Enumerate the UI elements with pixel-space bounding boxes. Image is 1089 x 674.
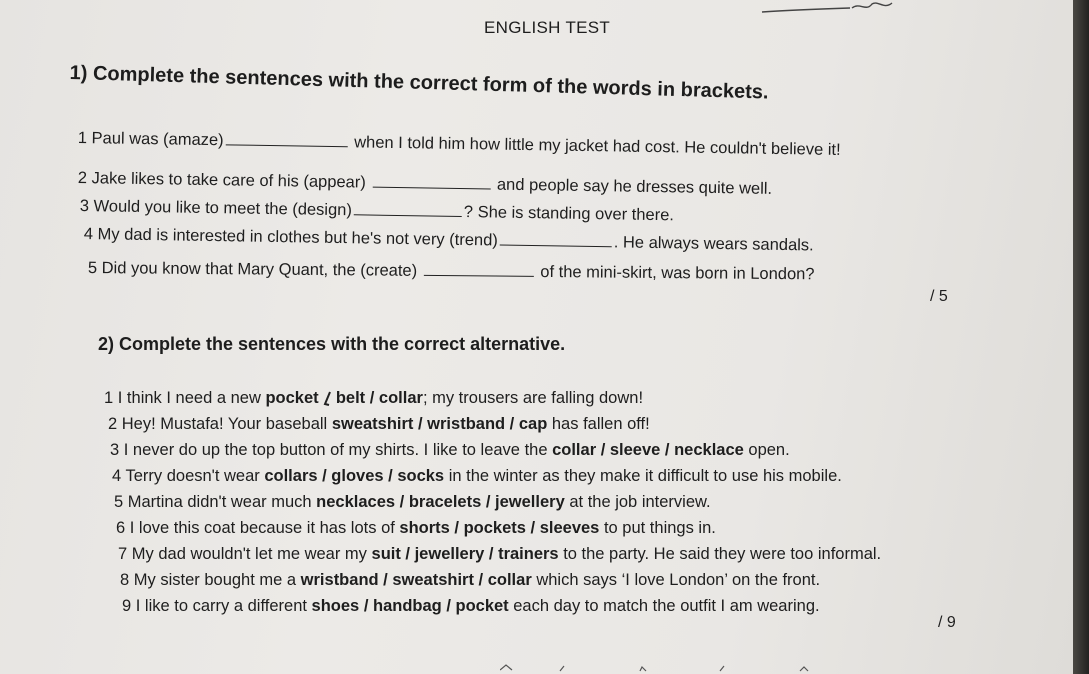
s1-item-5 — [88, 258, 815, 284]
s2-item-options[interactable]: belt / collar — [331, 389, 423, 407]
s1-item-text: 1 Paul was (amaze) — [77, 128, 224, 150]
page-edge-marks — [500, 662, 860, 672]
s1-item-text: 3 Would you like to meet the (design) — [79, 196, 353, 220]
s2-item-9 — [122, 597, 820, 616]
s2-item-text: 1 I think I need a new — [104, 389, 266, 407]
s2-item-text: 2 Hey! Mustafa! Your baseball — [108, 415, 332, 433]
s2-item-options[interactable]: wristband / sweatshirt / collar — [300, 571, 532, 589]
s1-item-text: . He always wears sandals. — [613, 233, 814, 255]
s2-item-4 — [112, 467, 842, 486]
s1-item-text: of the mini-skirt, was born in London? — [535, 262, 815, 284]
pen-scribble-mark — [760, 0, 900, 14]
answer-blank[interactable] — [424, 261, 534, 277]
section-2-heading: 2) Complete the sentences with the correct alternative. — [98, 334, 566, 354]
s2-item-options[interactable]: collars / gloves / socks — [264, 467, 445, 485]
answer-blank[interactable] — [226, 130, 348, 147]
s2-item-text: 8 My sister bought me a — [120, 571, 301, 589]
s1-item-4 — [84, 224, 814, 255]
answer-blank[interactable] — [372, 173, 490, 190]
answer-blank[interactable] — [354, 200, 462, 217]
s1-item-text: 2 Jake likes to take care of his (appear) — [77, 168, 371, 192]
s2-item-text: in the winter as they make it difficult to use his mobile. — [444, 467, 842, 485]
s1-item-3 — [80, 196, 674, 225]
section-1-heading: 1) Complete the sentences with the correct form of the words in brackets. — [69, 62, 769, 104]
s2-item-text: at the job interview. — [564, 493, 711, 511]
s2-item-text: has fallen off! — [547, 415, 650, 433]
s1-item-text: 5 Did you know that Mary Quant, the (create) — [87, 258, 422, 280]
s2-item-text: 9 I like to carry a different — [122, 597, 312, 615]
s2-item-text: 6 I love this coat because it has lots of — [116, 519, 400, 537]
s2-item-8 — [120, 571, 820, 590]
answer-blank[interactable] — [500, 231, 612, 248]
s2-item-text: 4 Terry doesn't wear — [112, 467, 265, 485]
s1-item-text: when I told him how little my jacket had cost. He couldn't believe it! — [349, 133, 841, 159]
s2-item-text: 5 Martina didn't wear much — [114, 493, 317, 511]
s2-item-text: 7 My dad wouldn't let me wear my — [118, 545, 372, 563]
section-1-score: / 5 — [930, 288, 948, 305]
s2-item-7 — [118, 545, 881, 564]
s2-item-6 — [116, 519, 716, 538]
s2-item-text: to put things in. — [599, 519, 716, 537]
test-title: ENGLISH TEST — [484, 18, 611, 37]
s2-item-options[interactable]: sweatshirt / wristband / cap — [331, 415, 548, 433]
s1-item-text: ? She is standing over there. — [463, 203, 675, 225]
photo-shadow-edge — [1073, 0, 1089, 674]
s1-item-text: 4 My dad is interested in clothes but he's not very (trend) — [83, 224, 498, 250]
s1-item-text: and people say he dresses quite well. — [492, 175, 773, 198]
s2-item-5 — [114, 493, 711, 512]
s2-item-2 — [108, 415, 650, 434]
s2-item-options[interactable]: necklaces / bracelets / jewellery — [316, 493, 565, 511]
s1-item-1 — [78, 128, 841, 160]
s2-item-1 — [104, 389, 643, 408]
s1-item-2 — [78, 168, 773, 199]
s2-item-3 — [110, 441, 790, 460]
s2-item-options[interactable]: pocket — [265, 389, 324, 407]
s2-item-text: which says ‘I love London’ on the front. — [531, 571, 821, 589]
s2-item-options[interactable]: shorts / pockets / sleeves — [399, 519, 600, 537]
s2-item-text: open. — [743, 441, 790, 459]
s2-item-options[interactable]: shoes / handbag / pocket — [311, 597, 509, 615]
s2-item-text: to the party. He said they were too informal. — [558, 545, 882, 563]
s2-item-options[interactable]: suit / jewellery / trainers — [371, 545, 559, 563]
s2-item-text: ; my trousers are falling down! — [422, 389, 644, 407]
s2-item-options[interactable]: collar / sleeve / necklace — [552, 441, 744, 459]
s2-item-text: 3 I never do up the top button of my shirts. I like to leave the — [110, 441, 553, 459]
s2-item-text: each day to match the outfit I am wearing. — [508, 597, 820, 615]
section-2-score: / 9 — [938, 614, 956, 631]
